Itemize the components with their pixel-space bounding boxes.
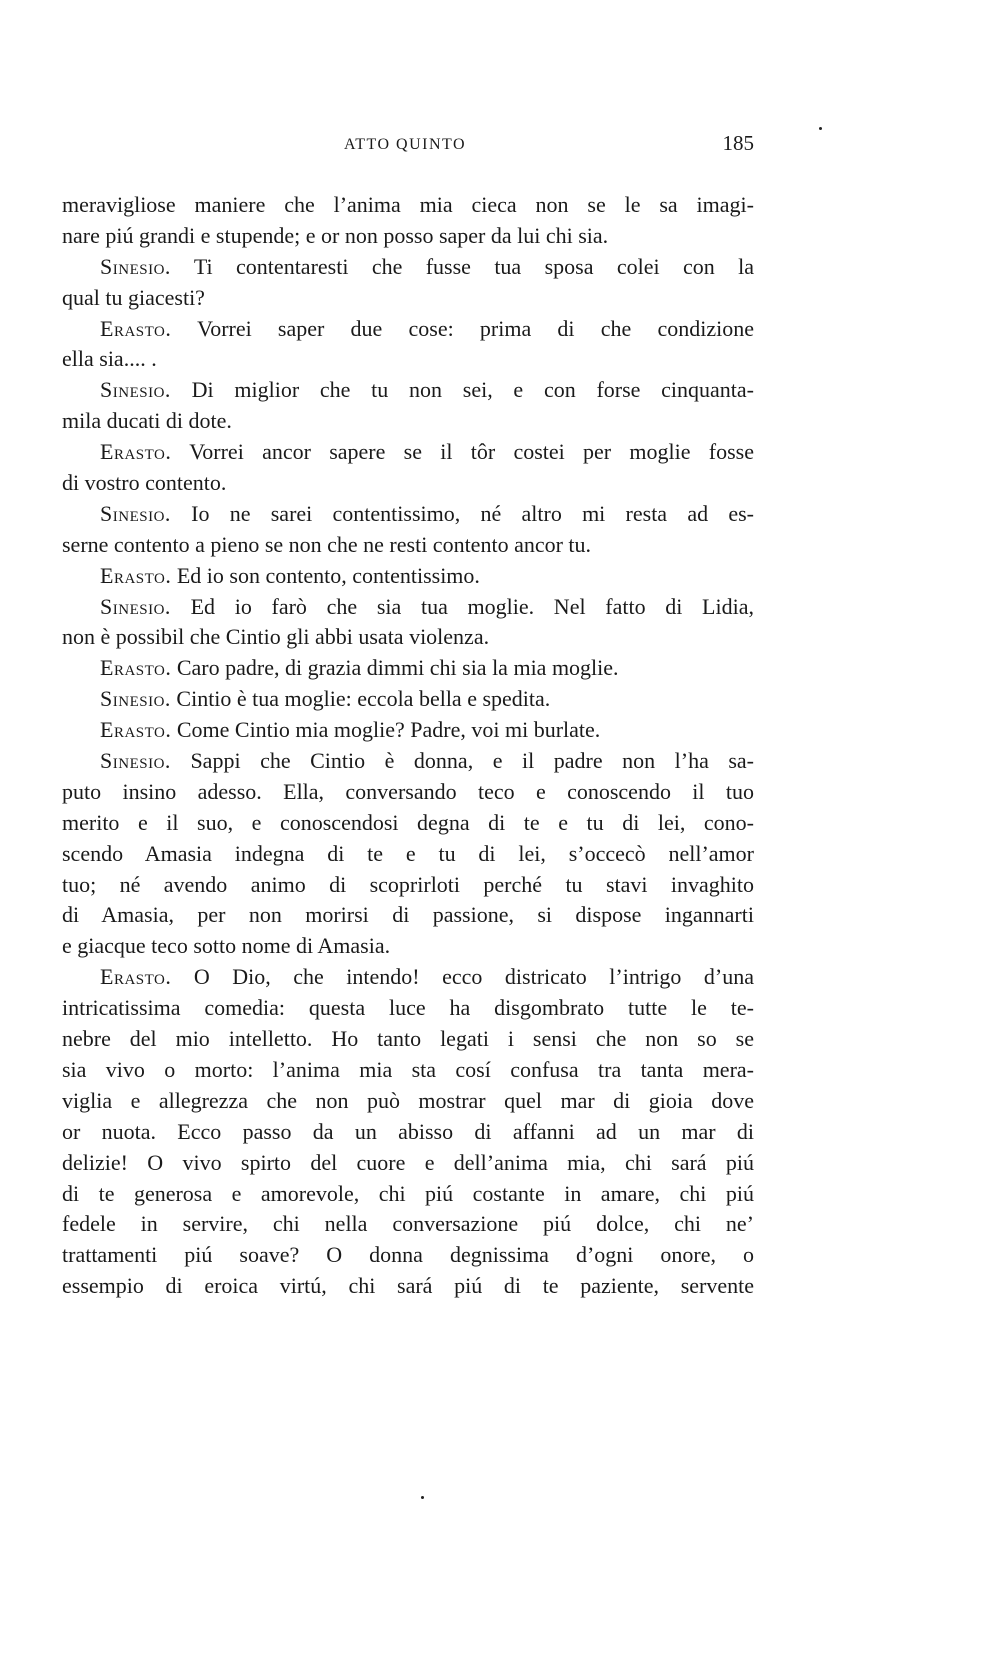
- text-line: [62, 1086, 754, 1117]
- text-line: [62, 777, 754, 808]
- text-line: [62, 931, 754, 962]
- line-text: nare piú grandi e stupende; e or non posso saper da lui chi sia.: [62, 222, 609, 248]
- line-text: Ed io son contento, contentissimo.: [176, 562, 480, 588]
- line-text: Vorrei saper due cose: prima di che condizione: [197, 315, 754, 341]
- line-text: trattamenti piú soave? O donna degnissima d’ogni onore, o: [62, 1242, 754, 1268]
- text-line: [62, 808, 754, 839]
- speaker-name: Erasto.: [100, 717, 172, 743]
- line-text: Come Cintio mia moglie? Padre, voi mi burlate.: [176, 717, 601, 743]
- line-text: essempio di eroica virtú, chi sará piú di te paziente, servente: [62, 1273, 754, 1299]
- speech-line: [62, 561, 754, 592]
- speech-line: [62, 684, 754, 715]
- line-text: fedele in servire, chi nella conversazione piú dolce, chi ne’: [62, 1211, 754, 1237]
- line-text: di te generosa e amorevole, chi piú costante in amare, chi piú: [62, 1180, 754, 1206]
- line-text: Di miglior che tu non sei, e con forse cinquanta-: [191, 377, 755, 403]
- text-line: [62, 1024, 754, 1055]
- speech-line: [62, 962, 754, 993]
- line-text: viglia e allegrezza che non può mostrar quel mar di gioia dove: [62, 1087, 754, 1113]
- speech-line: [62, 314, 754, 345]
- scan-speck: [421, 1496, 424, 1499]
- line-text: delizie! O vivo spirto del cuore e dell’anima mia, chi sará piú: [62, 1149, 754, 1175]
- text-line: [62, 190, 754, 221]
- line-text: ella sia.... .: [62, 346, 157, 372]
- scan-speck: [819, 127, 822, 130]
- text-line: [62, 1179, 754, 1210]
- speech-line: [62, 715, 754, 746]
- speaker-name: Erasto.: [100, 562, 172, 588]
- text-line: [62, 406, 754, 437]
- speech-line: [62, 653, 754, 684]
- speech-line: [62, 746, 754, 777]
- line-text: Vorrei ancor sapere se il tôr costei per moglie fosse: [189, 439, 754, 465]
- line-text: non è possibil che Cintio gli abbi usata violenza.: [62, 624, 490, 650]
- line-text: puto insino adesso. Ella, conversando teco e conoscendo il tuo: [62, 778, 754, 804]
- speaker-name: Sinesio.: [100, 748, 171, 774]
- line-text: di Amasia, per non morirsi di passione, si dispose ingannarti: [62, 902, 754, 928]
- text-line: [62, 993, 754, 1024]
- running-head: ATTO QUINTO: [343, 136, 467, 153]
- line-text: tuo; né avendo animo di scoprirloti perché tu stavi invaghito: [62, 871, 754, 897]
- line-text: di vostro contento.: [62, 470, 227, 496]
- line-text: O Dio, che intendo! ecco districato l’intrigo d’una: [193, 964, 754, 990]
- line-text: Cintio è tua moglie: eccola bella e spedita.: [176, 686, 551, 712]
- line-text: sia vivo o morto: l’anima mia sta cosí confusa tra tanta mera-: [62, 1056, 754, 1082]
- text-line: [62, 870, 754, 901]
- line-text: e giacque teco sotto nome di Amasia.: [62, 933, 391, 959]
- speaker-name: Erasto.: [100, 655, 172, 681]
- speech-line: [62, 437, 754, 468]
- text-line: [62, 839, 754, 870]
- line-text: Io ne sarei contentissimo, né altro mi resta ad es-: [191, 500, 754, 526]
- speaker-name: Sinesio.: [100, 500, 171, 526]
- speaker-name: Erasto.: [100, 964, 172, 990]
- page-number: 185: [722, 131, 754, 155]
- text-line: [62, 622, 754, 653]
- text-line: [62, 1148, 754, 1179]
- line-text: or nuota. Ecco passo da un abisso di affanni ad un mar di: [62, 1118, 754, 1144]
- line-text: qual tu giacesti?: [62, 284, 205, 310]
- text-line: [62, 1209, 754, 1240]
- text-line: [62, 221, 754, 252]
- speech-line: [62, 252, 754, 283]
- speech-line: [62, 499, 754, 530]
- line-text: intricatissima comedia: questa luce ha disgombrato tutte le te-: [62, 995, 754, 1021]
- speaker-name: Sinesio.: [100, 686, 171, 712]
- speaker-name: Erasto.: [100, 315, 172, 341]
- line-text: mila ducati di dote.: [62, 408, 232, 434]
- speech-line: [62, 592, 754, 623]
- line-text: merito e il suo, e conoscendosi degna di te e tu di lei, cono-: [62, 809, 754, 835]
- text-line: [62, 344, 754, 375]
- text-line: [62, 1055, 754, 1086]
- speech-line: [62, 375, 754, 406]
- line-text: scendo Amasia indegna di te e tu di lei, s’occecò nell’amor: [62, 840, 754, 866]
- line-text: Sappi che Cintio è donna, e il padre non l’ha sa-: [190, 748, 755, 774]
- text-line: [62, 900, 754, 931]
- line-text: Caro padre, di grazia dimmi chi sia la mia moglie.: [176, 655, 619, 681]
- text-line: [62, 1117, 754, 1148]
- text-line: [62, 283, 754, 314]
- speaker-name: Erasto.: [100, 439, 172, 465]
- line-text: serne contento a pieno se non che ne resti contento ancor tu.: [62, 531, 592, 557]
- line-text: Ti contentaresti che fusse tua sposa colei con la: [193, 253, 754, 279]
- page-body-text: [62, 190, 754, 1302]
- text-line: [62, 1240, 754, 1271]
- text-line: [62, 1271, 754, 1302]
- speaker-name: Sinesio.: [100, 377, 171, 403]
- text-line: [62, 468, 754, 499]
- speaker-name: Sinesio.: [100, 593, 171, 619]
- speaker-name: Sinesio.: [100, 253, 171, 279]
- line-text: Ed io farò che sia tua moglie. Nel fatto di Lidia,: [190, 593, 754, 619]
- text-line: [62, 530, 754, 561]
- line-text: meravigliose maniere che l’anima mia cieca non se le sa imagi-: [62, 192, 754, 217]
- line-text: nebre del mio intelletto. Ho tanto legati i sensi che non so se: [62, 1026, 754, 1052]
